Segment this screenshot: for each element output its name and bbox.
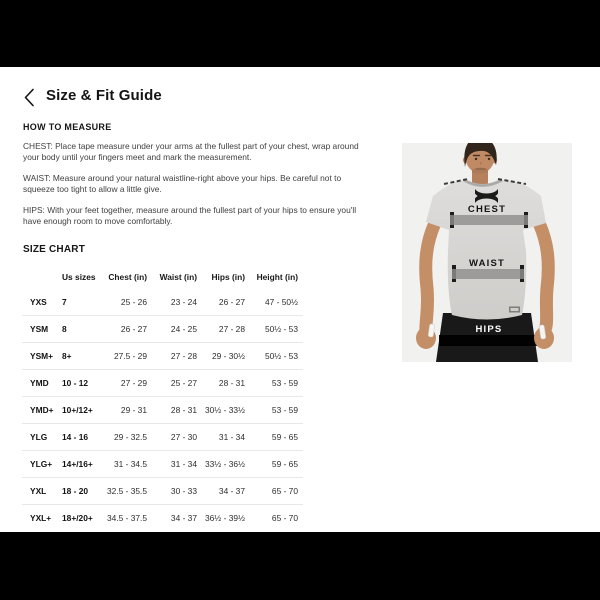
- cell-waist: 25 - 27: [147, 370, 197, 397]
- cell-size: YXS: [30, 297, 47, 307]
- cell-us: 10 - 12: [62, 370, 100, 397]
- table-row: [22, 424, 303, 451]
- cell-height: 65 - 70: [245, 505, 303, 532]
- cell-size: YMD+: [22, 397, 62, 424]
- cell-chest: 27.5 - 29: [100, 343, 147, 370]
- cell-us: 18+/20+: [62, 505, 100, 532]
- cell-waist: 34 - 37: [147, 505, 197, 532]
- cell-us: 14 - 16: [62, 424, 100, 451]
- cell-waist: 31 - 34: [147, 451, 197, 478]
- cell-size: YLG+: [22, 451, 62, 478]
- cell-hips: 36½ - 39½: [197, 505, 245, 532]
- cell-hips: 26 - 27: [218, 297, 245, 307]
- size-chart-heading: SIZE CHART: [23, 244, 85, 255]
- cell-height: 59 - 65: [245, 424, 303, 451]
- cell-us: 7: [62, 297, 67, 307]
- cell-size: YSM+: [22, 343, 62, 370]
- table-row: [22, 343, 303, 370]
- size-guide-photo: [402, 143, 572, 362]
- cell-size: YSM: [22, 316, 62, 343]
- chest-instructions: CHEST: Place tape measure under your arms at the fullest part of your chest, wrap around your body until your fingers meet and mark the measurement.: [23, 141, 359, 162]
- cell-hips: 34 - 37: [197, 478, 245, 505]
- cell-hips: 31 - 34: [197, 424, 245, 451]
- table-row: [22, 451, 303, 478]
- back-button[interactable]: [20, 86, 38, 108]
- page-title: Size & Fit Guide: [46, 87, 162, 104]
- cell-height: 47 - 50½: [264, 297, 298, 307]
- cell-chest: 25 - 26: [120, 297, 147, 307]
- cell-us: 18 - 20: [62, 478, 100, 505]
- cell-hips: 27 - 28: [197, 316, 245, 343]
- cell-us: 14+/16+: [62, 451, 100, 478]
- column-header-height: Height (in): [256, 272, 298, 282]
- column-header-size: [22, 265, 62, 289]
- chest-band-label: CHEST: [467, 204, 507, 215]
- size-chart-header-row: [22, 265, 303, 289]
- cell-waist: 23 - 24: [170, 297, 197, 307]
- cell-hips: 28 - 31: [197, 370, 245, 397]
- column-header-us-sizes: Us sizes: [62, 272, 96, 282]
- measurement-model-illustration: [402, 143, 572, 362]
- cell-waist: 28 - 31: [147, 397, 197, 424]
- table-row: [22, 478, 303, 505]
- cell-size: YXL: [22, 478, 62, 505]
- waist-band-label: WAIST: [468, 258, 506, 269]
- size-fit-guide-screen: [0, 67, 600, 532]
- cell-us: 8+: [62, 343, 100, 370]
- column-header-chest: Chest (in): [108, 272, 147, 282]
- cell-chest: 32.5 - 35.5: [100, 478, 147, 505]
- cell-chest: 27 - 29: [100, 370, 147, 397]
- cell-hips: 33½ - 36½: [197, 451, 245, 478]
- cell-hips: 30½ - 33½: [197, 397, 245, 424]
- cell-us: 8: [62, 316, 100, 343]
- table-row: [22, 316, 303, 343]
- cell-hips: 29 - 30½: [197, 343, 245, 370]
- column-header-waist: Waist (in): [159, 272, 197, 282]
- hips-instructions: HIPS: With your feet together, measure around the fullest part of your hips to ensure you'll have enough room to move comfortably.: [23, 205, 357, 226]
- how-to-measure-section: [23, 141, 373, 238]
- cell-waist: 27 - 30: [147, 424, 197, 451]
- letterbox-top-bar: [0, 0, 600, 67]
- cell-height: 50½ - 53: [245, 316, 303, 343]
- waist-instructions: WAIST: Measure around your natural waistline-right above your hips. Be careful not to squeeze too tight to allow a little give.: [23, 173, 342, 194]
- cell-waist: 27 - 28: [147, 343, 197, 370]
- letterbox-bottom-bar: [0, 532, 600, 600]
- cell-chest: 31 - 34.5: [100, 451, 147, 478]
- cell-chest: 29 - 31: [100, 397, 147, 424]
- cell-chest: 34.5 - 37.5: [100, 505, 147, 532]
- cell-height: 53 - 59: [245, 370, 303, 397]
- chevron-left-icon: [23, 88, 36, 107]
- table-row: [22, 289, 303, 316]
- how-to-measure-heading: HOW TO MEASURE: [23, 122, 112, 132]
- cell-height: 50½ - 53: [245, 343, 303, 370]
- cell-size: YLG: [22, 424, 62, 451]
- cell-height: 53 - 59: [245, 397, 303, 424]
- cell-size: YXL+: [22, 505, 62, 532]
- cell-chest: 29 - 32.5: [100, 424, 147, 451]
- cell-us: 10+/12+: [62, 397, 100, 424]
- cell-height: 65 - 70: [245, 478, 303, 505]
- table-row: [22, 370, 303, 397]
- cell-height: 59 - 65: [245, 451, 303, 478]
- hem-tag: [509, 307, 520, 313]
- column-header-hips: Hips (in): [211, 272, 245, 282]
- cell-size: YMD: [22, 370, 62, 397]
- size-chart-table: [22, 265, 303, 531]
- table-row: [22, 397, 303, 424]
- cell-waist: 24 - 25: [147, 316, 197, 343]
- cell-waist: 30 - 33: [147, 478, 197, 505]
- hips-band-label: HIPS: [475, 324, 503, 335]
- cell-chest: 26 - 27: [100, 316, 147, 343]
- table-row: [22, 505, 303, 532]
